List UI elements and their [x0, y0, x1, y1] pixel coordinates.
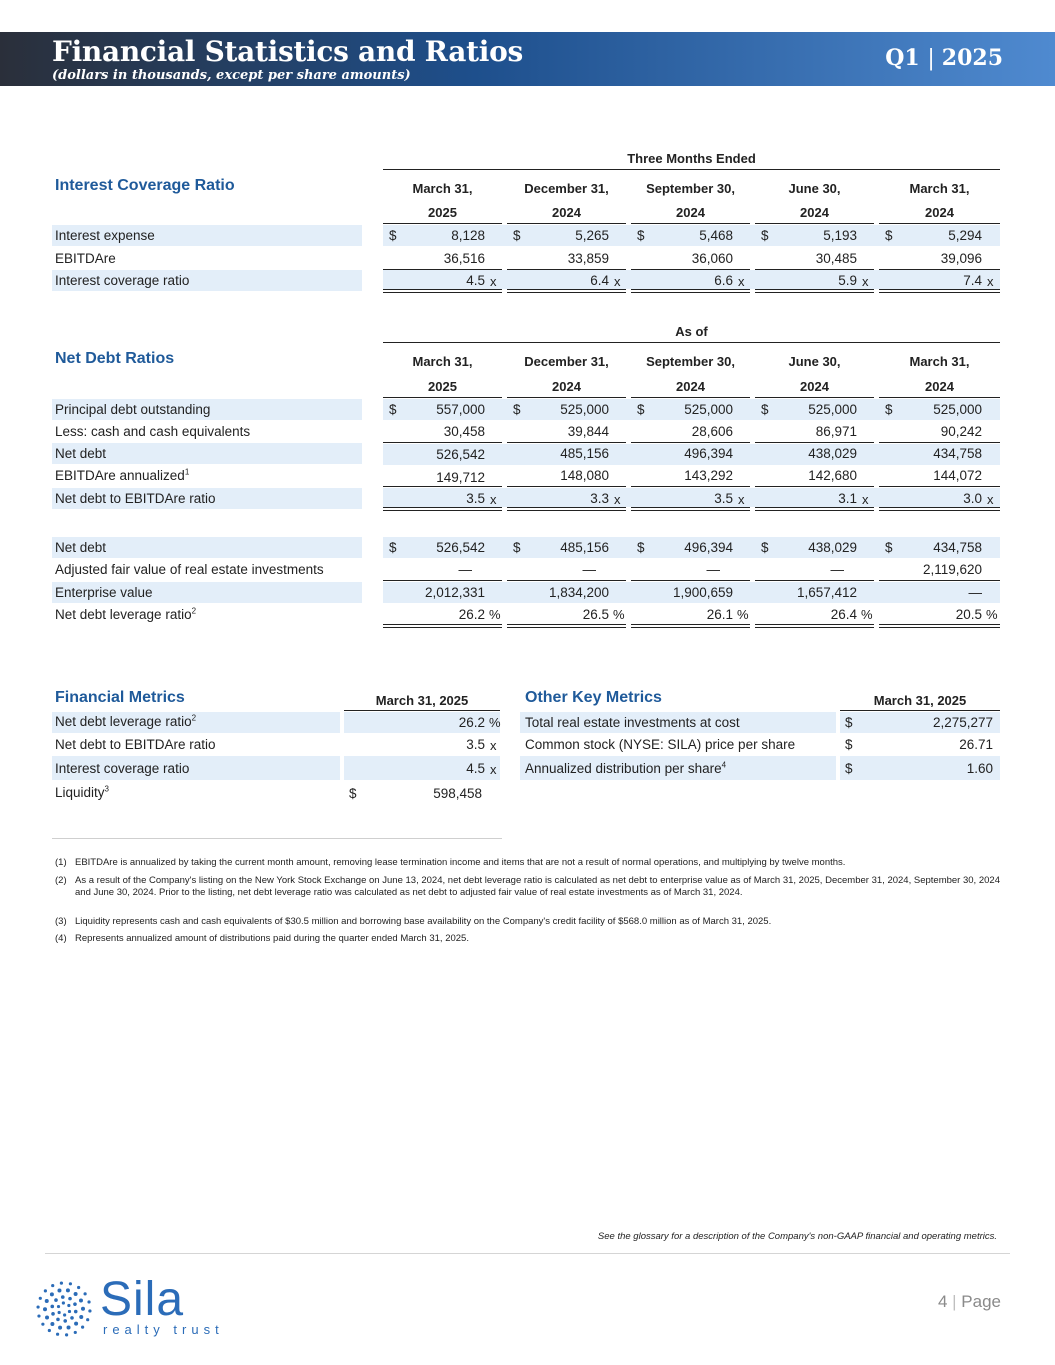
cell-value: 8,128 — [451, 228, 485, 243]
om-row-label: Annualized distribution per share$^4$ — [525, 760, 727, 776]
cell-value: 5,193 — [823, 228, 857, 243]
footnote: (1) EBITDAre is annualized by taking the current month amount, removing lease termination income and items that are not a result of normal operations, and multiplying by twelve months. — [55, 857, 846, 868]
dollar-sign: $ — [885, 402, 893, 417]
cell-value: 5,265 — [575, 228, 609, 243]
year: 2025 — [941, 45, 1003, 71]
row-label: Interest coverage ratio — [55, 273, 190, 288]
cell-value: 149,712 — [436, 470, 485, 485]
ratio-suffix: x — [490, 738, 497, 753]
cell-value: — — [582, 562, 596, 577]
dollar-sign: $ — [349, 786, 357, 801]
ratio-suffix: x — [490, 492, 497, 507]
cell-value: 26.2 — [458, 607, 485, 622]
cell-value: — — [830, 562, 844, 577]
percent-suffix: % — [861, 607, 873, 622]
footnote: (4) Represents annualized amount of distributions paid during the quarter ended March 31, 2025. — [55, 933, 469, 944]
fm-value: 3.5 — [466, 737, 485, 752]
cell-value: 438,029 — [808, 540, 857, 555]
ic-col-month: March 31, — [909, 181, 970, 196]
nd-col-year: 2024 — [552, 379, 581, 394]
cell-value: 2,119,620 — [922, 562, 982, 577]
dollar-sign: $ — [513, 228, 521, 243]
cell-value: 525,000 — [684, 402, 733, 417]
cell-value: 3.3 — [590, 491, 609, 506]
row-label: EBITDAre annualized$^1$ — [55, 467, 190, 483]
interest-coverage-period-header: Three Months Ended — [627, 151, 756, 166]
cell-value: 525,000 — [560, 402, 609, 417]
dollar-sign: $ — [637, 402, 645, 417]
ic-col-month: December 31, — [524, 181, 609, 196]
cell-value: 7.4 — [963, 273, 982, 288]
ratio-suffix: x — [614, 492, 621, 507]
cell-value: 144,072 — [933, 468, 982, 483]
cell-value: — — [968, 585, 982, 600]
percent-suffix: % — [613, 607, 625, 622]
om-row-label: Total real estate investments at cost — [525, 715, 740, 730]
cell-value: 496,394 — [684, 540, 733, 555]
cell-value: 39,096 — [940, 251, 982, 266]
cell-value: 3.0 — [963, 491, 982, 506]
nd-col-month: March 31, — [412, 354, 473, 369]
page-number: 4 | Page — [937, 1292, 1001, 1311]
glossary-note: See the glossary for a description of the Company's non-GAAP financial and operating metrics. — [597, 1231, 997, 1242]
cell-value: 30,458 — [443, 424, 485, 439]
footnote-separator — [52, 838, 502, 839]
row-label: Enterprise value — [55, 585, 153, 600]
cell-value: 26.5 — [582, 607, 609, 622]
footnote: (3) Liquidity represents cash and cash equivalents of $30.5 million and borrowing base availability on the Company's credit facility of $568.0 million as of March 31, 2025. — [55, 916, 772, 927]
nd-col-year: 2024 — [925, 379, 954, 394]
fm-value: 4.5 — [466, 761, 485, 776]
nd-col-month: September 30, — [646, 354, 735, 369]
cell-value: 434,758 — [933, 446, 982, 461]
cell-value: 4.5 — [466, 273, 485, 288]
cell-value: 485,156 — [560, 446, 609, 461]
other-metrics-title: Other Key Metrics — [525, 689, 662, 706]
cell-value: 28,606 — [691, 424, 733, 439]
cell-value: 525,000 — [933, 402, 982, 417]
cell-value: 142,680 — [808, 468, 857, 483]
fm-row-label: Liquidity$^3$ — [55, 784, 109, 800]
ic-col-year: 2024 — [676, 205, 705, 220]
row-label: Net debt leverage ratio$^2$ — [55, 606, 197, 622]
percent-suffix: % — [489, 715, 501, 730]
nd-col-month: June 30, — [788, 354, 841, 369]
row-label: Less: cash and cash equivalents — [55, 424, 251, 439]
header-banner — [0, 32, 1055, 86]
cell-value: 1,657,412 — [796, 585, 857, 600]
fm-value: 598,458 — [433, 786, 482, 801]
nd-col-year: 2024 — [800, 379, 829, 394]
cell-value: 438,029 — [808, 446, 857, 461]
dollar-sign: $ — [885, 540, 893, 555]
dollar-sign: $ — [513, 540, 521, 555]
cell-value: 5,294 — [948, 228, 982, 243]
sila-burst-logo-icon — [32, 1277, 96, 1341]
ic-col-month: September 30, — [646, 181, 735, 196]
cell-value: 3.1 — [838, 491, 857, 506]
cell-value: 26.1 — [706, 607, 733, 622]
cell-value: 434,758 — [933, 540, 982, 555]
cell-value: — — [458, 562, 472, 577]
percent-suffix: % — [737, 607, 749, 622]
cell-value: 3.5 — [466, 491, 485, 506]
cell-value: 36,060 — [691, 251, 733, 266]
cell-value: 5.9 — [838, 273, 857, 288]
net-debt-period-header: As of — [675, 324, 708, 339]
ratio-suffix: x — [614, 274, 621, 289]
dollar-sign: $ — [761, 228, 769, 243]
dollar-sign: $ — [761, 402, 769, 417]
dollar-sign: $ — [845, 715, 853, 730]
row-label: Net debt to EBITDAre ratio — [55, 491, 216, 506]
om-value: 1.60 — [966, 761, 993, 776]
page-title: Financial Statistics and Ratios — [52, 35, 523, 68]
percent-suffix: % — [489, 607, 501, 622]
om-value: 2,275,277 — [932, 715, 993, 730]
dollar-sign: $ — [389, 228, 397, 243]
cell-value: 90,242 — [940, 424, 982, 439]
cell-value: 1,834,200 — [548, 585, 609, 600]
cell-value: 2,012,331 — [424, 585, 485, 600]
cell-value: 526,542 — [436, 447, 485, 462]
fm-row-label: Net debt to EBITDAre ratio — [55, 737, 216, 752]
cell-value: — — [706, 562, 720, 577]
cell-value: 496,394 — [684, 446, 733, 461]
nd-col-year: 2024 — [676, 379, 705, 394]
row-label: EBITDAre — [55, 251, 116, 266]
ratio-suffix: x — [490, 762, 497, 777]
cell-value: 525,000 — [808, 402, 857, 417]
net-debt-title: Net Debt Ratios — [55, 350, 175, 367]
nd-col-month: March 31, — [909, 354, 970, 369]
ic-col-year: 2024 — [552, 205, 581, 220]
cell-value: 36,516 — [443, 251, 485, 266]
dollar-sign: $ — [885, 228, 893, 243]
cell-value: 6.6 — [714, 273, 733, 288]
fm-column-header: March 31, 2025 — [375, 693, 469, 708]
cell-value: 485,156 — [560, 540, 609, 555]
cell-value: 30,485 — [815, 251, 857, 266]
cell-value: 26.4 — [830, 607, 857, 622]
ic-col-year: 2024 — [925, 205, 954, 220]
nd-col-year: 2025 — [428, 379, 457, 394]
om-row-label: Common stock (NYSE: SILA) price per share — [525, 737, 796, 752]
ic-col-month: March 31, — [412, 181, 473, 196]
ratio-suffix: x — [987, 492, 994, 507]
logo-wordmark: Sila — [100, 1273, 185, 1326]
cell-value: 1,900,659 — [672, 585, 733, 600]
ratio-suffix: x — [738, 492, 745, 507]
cell-value: 3.5 — [714, 491, 733, 506]
cell-value: 6.4 — [590, 273, 609, 288]
percent-suffix: % — [986, 607, 998, 622]
financial-metrics-title: Financial Metrics — [55, 689, 185, 706]
dollar-sign: $ — [389, 402, 397, 417]
ratio-suffix: x — [738, 274, 745, 289]
fm-row-label: Interest coverage ratio — [55, 761, 190, 776]
ratio-suffix: x — [987, 274, 994, 289]
ic-col-year: 2024 — [800, 205, 829, 220]
dollar-sign: $ — [637, 540, 645, 555]
footnote: (2) As a result of the Company's listing on the New York Stock Exchange on June 13, 2024, net debt leverage ratio is calculated as net debt to enterprise value as of March 31, 2025, December 31, 2024, September 30, 2024 and June 30, 2024. Prior to the listing, net debt leverage ratio was calculated as net debt to adjusted fair value of real estate investments as of March 31, 2024. — [55, 875, 1000, 898]
footer-divider — [45, 1253, 1010, 1254]
ratio-suffix: x — [862, 274, 869, 289]
ic-col-month: June 30, — [788, 181, 841, 196]
dollar-sign: $ — [761, 540, 769, 555]
row-label: Principal debt outstanding — [55, 402, 211, 417]
dollar-sign: $ — [845, 737, 853, 752]
interest-coverage-title: Interest Coverage Ratio — [55, 177, 235, 194]
cell-value: 143,292 — [684, 468, 733, 483]
cell-value: 86,971 — [815, 424, 857, 439]
dollar-sign: $ — [845, 761, 853, 776]
om-value: 26.71 — [959, 737, 993, 752]
fm-value: 26.2 — [458, 715, 485, 730]
cell-value: 5,468 — [699, 228, 733, 243]
logo-subtitle: realty trust — [103, 1322, 224, 1337]
cell-value: 526,542 — [436, 540, 485, 555]
cell-value: 557,000 — [436, 402, 485, 417]
cell-value: 33,859 — [567, 251, 609, 266]
dollar-sign: $ — [389, 540, 397, 555]
ratio-suffix: x — [490, 274, 497, 289]
dollar-sign: $ — [513, 402, 521, 417]
fm-row-label: Net debt leverage ratio$^2$ — [55, 713, 197, 729]
nd-col-month: December 31, — [524, 354, 609, 369]
ic-col-year: 2025 — [428, 205, 457, 220]
cell-value: 20.5 — [955, 607, 982, 622]
ratio-suffix: x — [862, 492, 869, 507]
dollar-sign: $ — [637, 228, 645, 243]
cell-value: 148,080 — [560, 468, 609, 483]
row-label: Adjusted fair value of real estate investments — [55, 562, 324, 577]
om-column-header: March 31, 2025 — [873, 693, 967, 708]
quarter-label: Q1 | 2025 — [885, 45, 1003, 71]
row-label: Interest expense — [55, 228, 155, 243]
cell-value: 39,844 — [567, 424, 609, 439]
quarter: Q1 — [885, 45, 920, 71]
row-label: Net debt — [55, 446, 107, 461]
row-label: Net debt — [55, 540, 107, 555]
page-subtitle: (dollars in thousands, except per share amounts) — [52, 68, 411, 83]
